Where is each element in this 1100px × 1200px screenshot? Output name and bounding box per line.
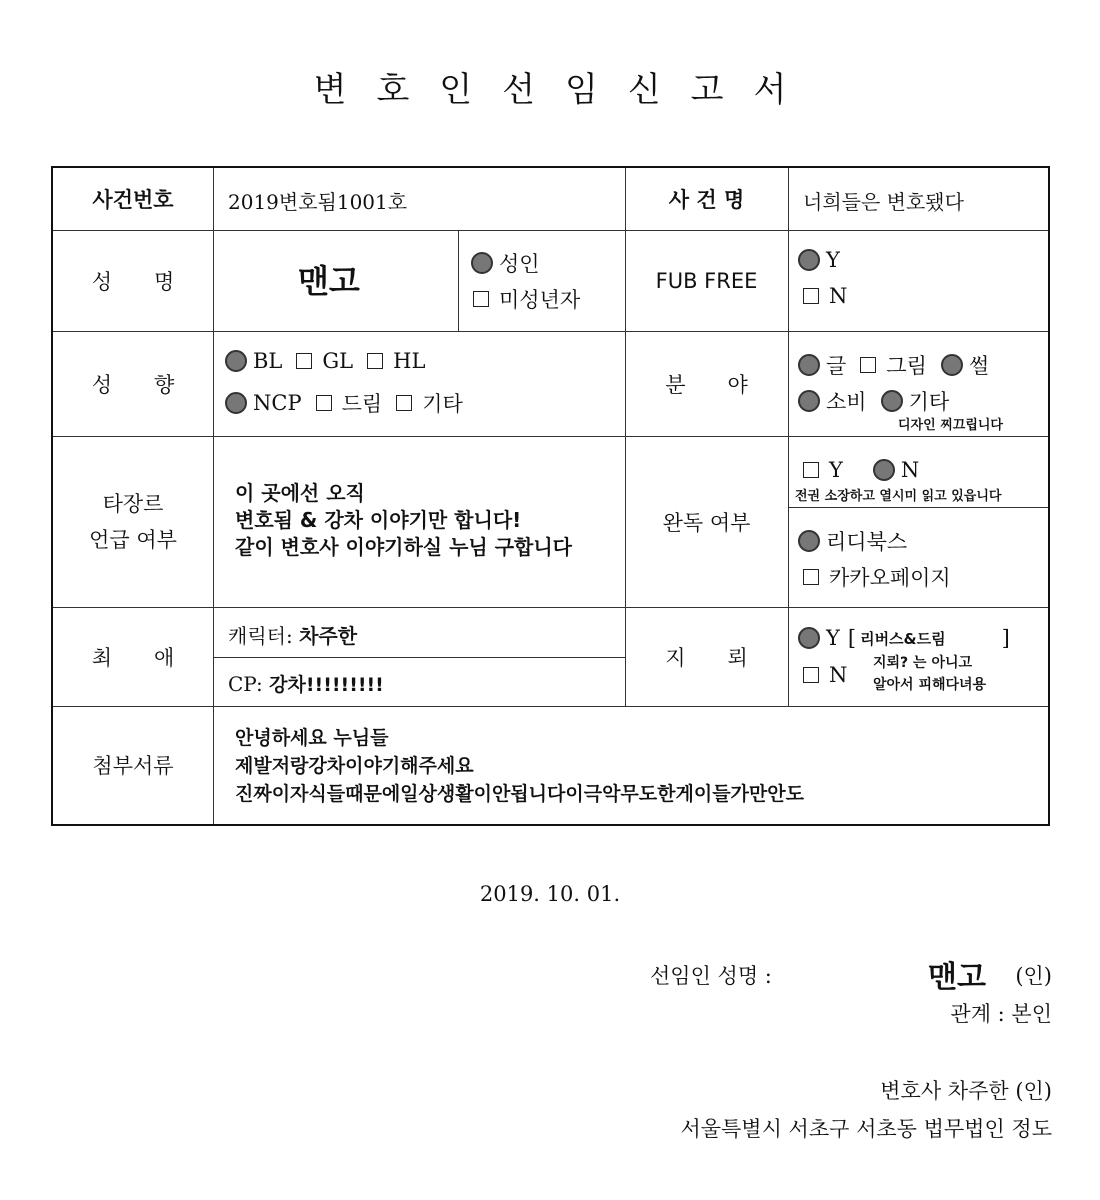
landmine-no[interactable]: N <box>803 663 847 687</box>
divider <box>788 507 1048 508</box>
read-complete-label: 완독 여부 <box>662 510 751 535</box>
character-field: 캐릭터: 차주한 <box>228 624 358 648</box>
option-adult[interactable]: 성인 <box>471 248 540 278</box>
case-number-value: 2019변호됨1001호 <box>228 190 408 214</box>
relation: 관계 : 본인 <box>950 1002 1052 1026</box>
divider <box>213 657 625 658</box>
platform-kakaopage[interactable]: 카카오페이지 <box>803 562 951 592</box>
landmine-label: 지 뢰 <box>665 645 748 670</box>
tendency-options-row2: NCP 드림 기타 <box>225 388 463 418</box>
checked-mark-icon[interactable] <box>225 392 247 414</box>
divider <box>788 168 789 706</box>
case-name-label: 사 건 명 <box>668 188 745 212</box>
appointer-name: 맨고 <box>928 960 986 995</box>
fub-free-no[interactable]: N <box>803 284 847 308</box>
tendency-options-row1: BL GL HL <box>225 349 425 373</box>
checkbox-icon[interactable] <box>860 357 876 373</box>
checkbox-icon <box>473 291 489 307</box>
checked-mark-icon[interactable] <box>225 350 247 372</box>
checked-mark-icon[interactable] <box>941 354 963 376</box>
checked-mark-icon[interactable] <box>873 459 895 481</box>
other-genre-text: 이 곳에선 오직 변호됨 & 강차 이야기만 합니다! 같이 변호사 이야기하실 누님 구합니다 <box>235 481 572 559</box>
checkbox-icon[interactable] <box>316 395 332 411</box>
checked-mark-icon[interactable] <box>881 390 903 412</box>
field-options-row2: 소비 기타 <box>798 386 949 416</box>
favorite-label: 최 애 <box>91 645 175 670</box>
checkbox-icon <box>803 667 819 683</box>
tendency-label: 성 향 <box>91 372 175 397</box>
checked-mark-icon[interactable] <box>798 390 820 412</box>
read-options: Y N <box>803 458 919 482</box>
law-firm-address: 서울특별시 서초구 서초동 법무법인 정도 <box>680 1117 1052 1141</box>
checkbox-icon[interactable] <box>296 353 312 369</box>
name-label: 성 명 <box>91 269 175 294</box>
platform-ridibooks[interactable]: 리디북스 <box>798 526 907 556</box>
checked-mark-icon <box>471 252 493 274</box>
cp-field: CP: 강차!!!!!!!!! <box>228 672 384 696</box>
document-title: 변호인선임신고서 <box>313 70 817 110</box>
appointer-label: 선임인 성명 : <box>650 964 772 988</box>
read-note: 전권 소장하고 열시미 읽고 있읍니다 <box>795 489 1002 504</box>
field-note: 디자인 찌끄립니다 <box>898 418 1003 433</box>
checkbox-icon[interactable] <box>396 395 412 411</box>
field-label: 분 야 <box>665 372 748 397</box>
checkbox-icon[interactable] <box>367 353 383 369</box>
other-genre-label: 타장르 언급 여부 <box>89 491 177 552</box>
application-form <box>51 166 1050 826</box>
fub-free-label: FUB FREE <box>655 268 758 293</box>
checked-mark-icon[interactable] <box>798 354 820 376</box>
landmine-note: 지뢰? 는 아니고 알아서 피해다녀용 <box>873 655 987 693</box>
document-date: 2019. 10. 01. <box>479 882 621 906</box>
checkbox-icon <box>803 288 819 304</box>
option-minor[interactable]: 미성년자 <box>473 284 580 314</box>
attachment-text: 안녕하세요 누님들 제발저랑강차이야기해주세요 진짜이자식들때문에일상생활이안됩니다이극악무도한게이들가만안도 <box>235 727 804 805</box>
lawyer-signature: 변호사 차주한 (인) <box>880 1079 1052 1103</box>
case-number-label: 사건번호 <box>92 188 174 212</box>
fub-free-yes[interactable]: Y <box>798 248 840 272</box>
divider <box>458 230 459 331</box>
checkbox-icon <box>803 569 819 585</box>
checked-mark-icon <box>798 249 820 271</box>
field-options-row1: 글 그림 썰 <box>798 350 989 380</box>
checked-mark-icon <box>798 530 820 552</box>
landmine-yes: Y [ 리버스&드림 ] <box>798 626 1010 650</box>
divider <box>213 168 214 824</box>
appointer-seal: (인) <box>1015 964 1052 988</box>
name-value: 맨고 <box>298 262 360 300</box>
checkbox-icon[interactable] <box>803 462 819 478</box>
case-name-value: 너희들은 변호됐다 <box>803 190 964 214</box>
attachment-label: 첨부서류 <box>92 754 174 778</box>
checked-mark-icon[interactable] <box>798 627 820 649</box>
